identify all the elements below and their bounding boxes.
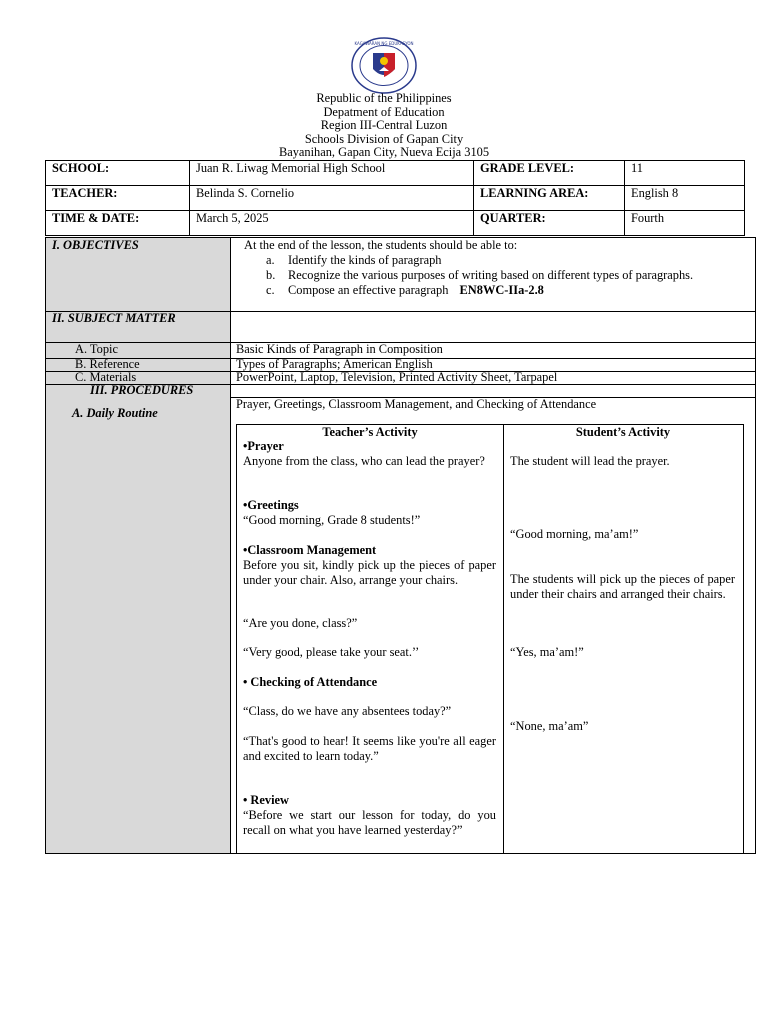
review-teacher: “Before we start our lesson for today, do you recall on what you have learned yesterday?”	[243, 808, 496, 837]
take-seat-teacher: “Very good, please take your seat.’’	[243, 645, 420, 659]
school-label: SCHOOL:	[46, 161, 190, 186]
objective-c-marker: c.	[266, 283, 275, 297]
yes-maam-student: “Yes, ma’am!”	[510, 645, 584, 659]
objective-b-marker: b.	[266, 268, 276, 282]
review-heading: • Review	[243, 793, 289, 807]
lesson-plan-body	[45, 237, 756, 854]
none-maam-student: “None, ma’am”	[510, 719, 589, 733]
greetings-teacher: “Good morning, Grade 8 students!”	[243, 513, 421, 527]
prayer-heading: •Prayer	[243, 439, 284, 453]
student-activity-header: Student’s Activity	[575, 425, 671, 439]
objectives-content	[244, 238, 708, 298]
topic-label: A. Topic	[75, 342, 118, 356]
procedures-label: III. PROCEDURES	[90, 383, 194, 397]
objective-c: Compose an effective paragraph	[288, 283, 449, 297]
teacher-value: Belinda S. Cornelio	[190, 186, 474, 211]
routine-intro: Prayer, Greetings, Classroom Management, and Checking of Attendance	[236, 397, 597, 411]
header-line-3: Region III-Central Luzon	[320, 118, 448, 132]
prayer-student: The student will lead the prayer.	[510, 454, 670, 468]
attendance-heading: • Checking of Attendance	[243, 675, 378, 689]
time-value: March 5, 2025	[190, 211, 474, 236]
materials-value: PowerPoint, Laptop, Television, Printed Activity Sheet, Tarpapel	[236, 370, 558, 384]
teacher-label: TEACHER:	[46, 186, 190, 211]
quarter-value: Fourth	[625, 211, 745, 236]
teacher-activity-header: Teacher’s Activity	[322, 425, 418, 439]
objective-b: Recognize the various purposes of writing based on different types of paragraphs.	[288, 268, 694, 282]
reference-value: Types of Paragraphs; American English	[236, 357, 433, 371]
time-label: TIME & DATE:	[46, 211, 190, 236]
greetings-student: “Good morning, ma’am!”	[510, 527, 639, 541]
objective-a: Identify the kinds of paragraph	[288, 253, 442, 267]
objectives-intro: At the end of the lesson, the students should be able to:	[244, 238, 518, 252]
daily-routine-label: A. Daily Routine	[72, 406, 158, 420]
header-line-1: Republic of the Philippines	[316, 91, 452, 105]
are-you-done-teacher: “Are you done, class?”	[243, 616, 358, 630]
grade-value: 11	[625, 161, 745, 186]
greetings-heading: •Greetings	[243, 498, 299, 512]
reference-label: B. Reference	[75, 357, 140, 371]
seal-text: KAGAWARAN NG EDUKASYON	[354, 41, 414, 46]
section-label-column	[46, 238, 231, 853]
topic-value: Basic Kinds of Paragraph in Composition	[236, 342, 443, 356]
classroom-management-student: The students will pick up the pieces of paper under their chairs and arranged their chairs.	[510, 572, 735, 601]
competency-code: EN8WC-IIa-2.8	[459, 283, 544, 297]
quarter-label: QUARTER:	[474, 211, 625, 236]
objectives-label: I. OBJECTIVES	[52, 238, 139, 252]
info-table	[45, 160, 745, 236]
school-value: Juan R. Liwag Memorial High School	[190, 161, 474, 186]
header-line-2: Depatment of Education	[323, 105, 445, 119]
good-to-hear-teacher: “That's good to hear! It seems like you're all eager and excited to learn today.”	[243, 734, 496, 763]
prayer-teacher: Anyone from the class, who can lead the prayer?	[243, 454, 485, 468]
subject-matter-label: II. SUBJECT MATTER	[52, 311, 176, 325]
classroom-management-heading: •Classroom Management	[243, 543, 377, 557]
absentees-teacher: “Class, do we have any absentees today?”	[243, 704, 452, 718]
deped-seal-icon	[351, 37, 417, 94]
objective-a-marker: a.	[266, 253, 275, 267]
materials-label: C. Materials	[75, 370, 137, 384]
area-value: English 8	[625, 186, 745, 211]
header-line-4: Schools Division of Gapan City	[304, 132, 464, 146]
activity-table	[236, 424, 744, 854]
header-line-5: Bayanihan, Gapan City, Nueva Ecija 3105	[278, 145, 490, 159]
classroom-management-teacher: Before you sit, kindly pick up the pieces of paper under your chair. Also, arrange your chairs.	[243, 558, 496, 587]
grade-label: GRADE LEVEL:	[474, 161, 625, 186]
area-label: LEARNING AREA:	[474, 186, 625, 211]
